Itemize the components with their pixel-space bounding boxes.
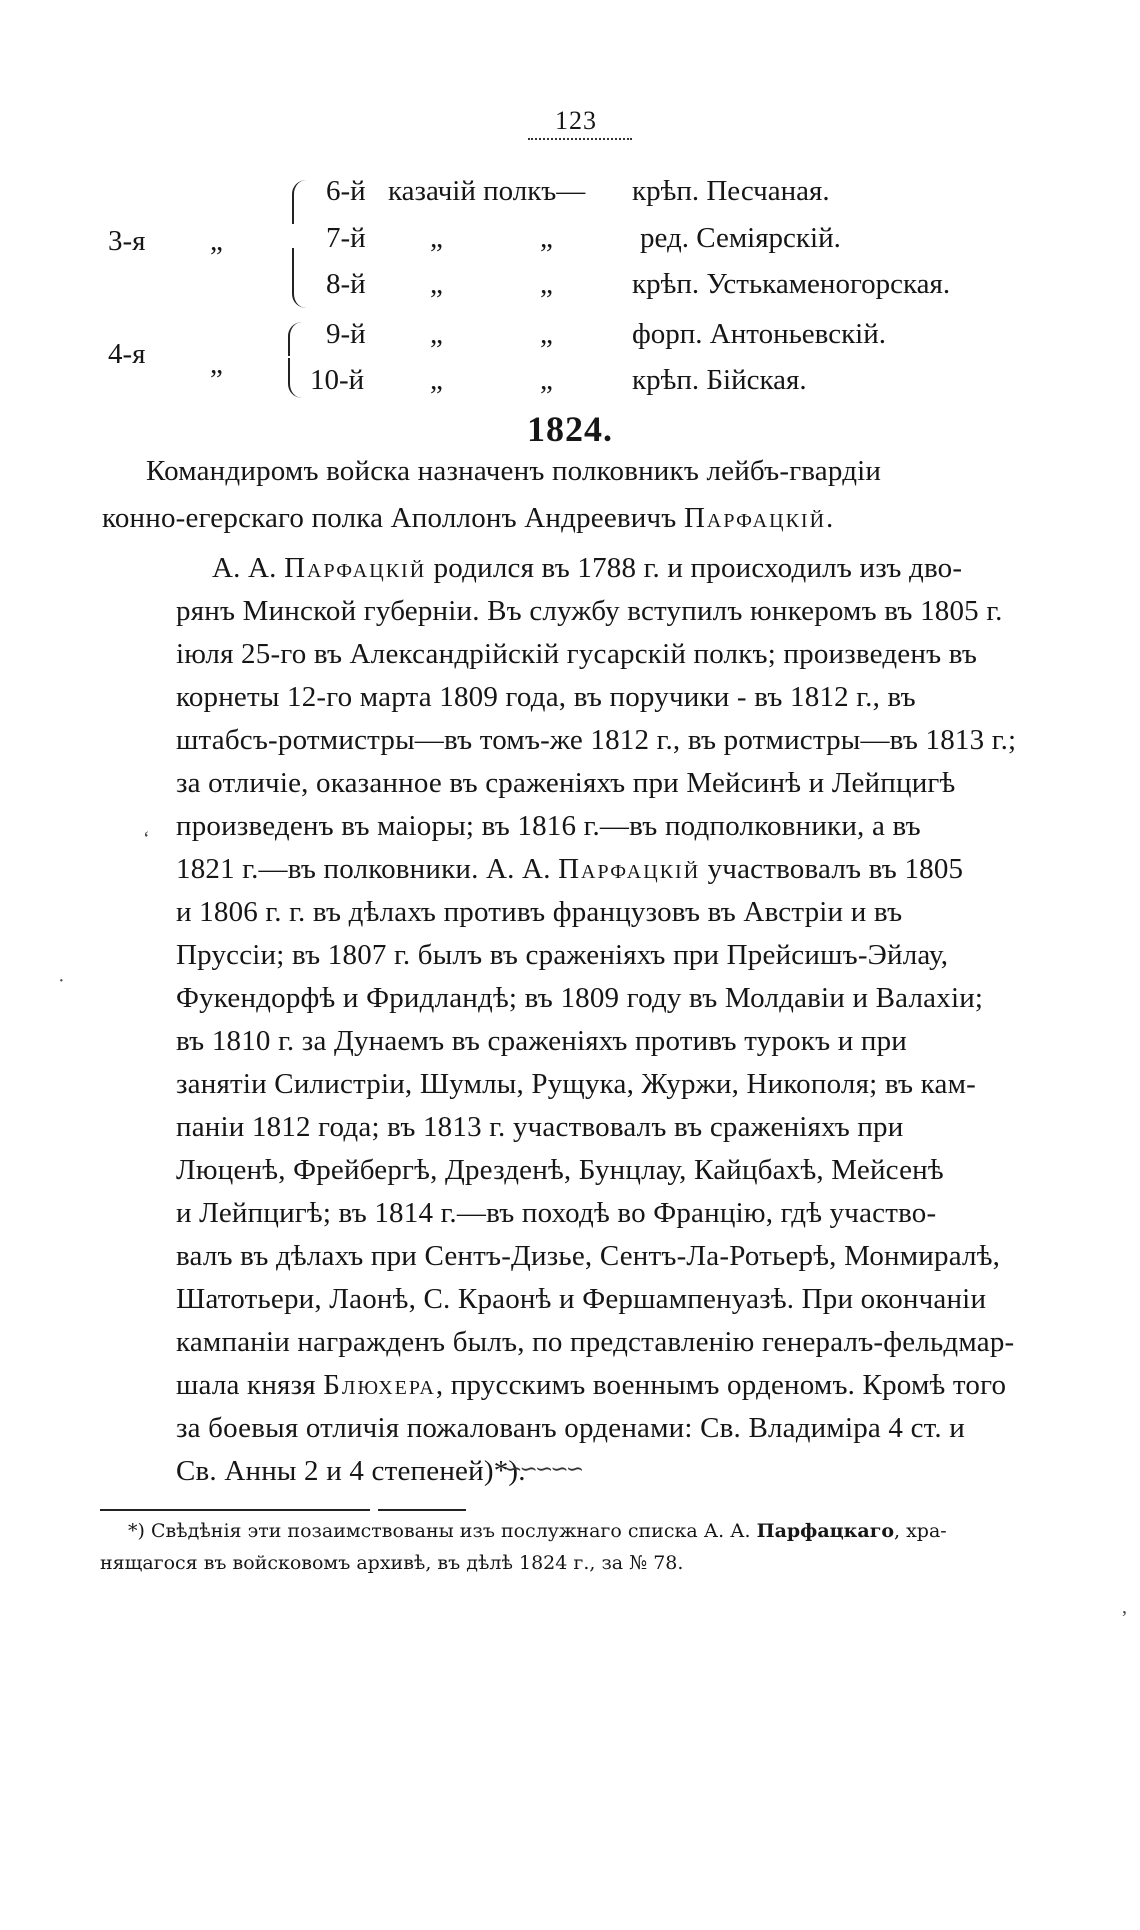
footnote-rule [378, 1509, 466, 1511]
ditto-mark: „ [210, 225, 223, 257]
regiment-number: 9-й [326, 318, 366, 350]
regiment-unit: казачій полкъ— [388, 175, 586, 207]
intro-line [102, 502, 835, 535]
brace-upper [288, 322, 306, 356]
regiment-place: форп. Антоньевскій. [632, 318, 886, 350]
group-label: 4-я [108, 338, 146, 370]
regiment-place: крѣп. Бійская. [632, 364, 807, 396]
regiment-place: крѣп. Песчаная. [632, 175, 830, 207]
body-line: и 1806 г. г. въ дѣлахъ противъ французовъ въ Австріи и въ [176, 896, 903, 928]
body-line: валъ въ дѣлахъ при Сентъ-Дизье, Сентъ-Ла-Ротьерѣ, Монмиралѣ, [176, 1240, 1001, 1272]
body-text: шала князя [176, 1369, 324, 1401]
person-name: Парфацкій [558, 853, 701, 885]
body-line: Св. Анны 2 и 4 степеней)*). [176, 1455, 526, 1487]
closing-ornament: ∽∽∽∽∽ [504, 1456, 582, 1481]
year-heading: 1824. [527, 409, 613, 449]
brace-lower [288, 358, 306, 398]
scan-speck: ‘ [143, 828, 150, 850]
footnote-line [128, 1520, 947, 1542]
footnote-line: нящагося въ войсковомъ архивѣ, въ дѣлѣ 1824 г., за № 78. [100, 1552, 684, 1574]
body-line: за отличіе, оказанное въ сраженіяхъ при Мейсинѣ и Лейпцигѣ [176, 767, 956, 799]
body-line: Фукендорфѣ и Фридландѣ; въ 1809 году въ Молдавіи и Валахіи; [176, 982, 984, 1014]
page-number: 123 [555, 106, 597, 135]
body-text: 1821 г.—въ полковники. А. А. [176, 853, 559, 885]
regiment-number: 8-й [326, 268, 366, 300]
regiment-number: 7-й [326, 222, 366, 254]
regiment-number: 10-й [310, 364, 365, 396]
person-name: Парфацкій. [683, 502, 836, 534]
group-label: 3-я [108, 225, 146, 257]
ditto-mark: „ [430, 222, 443, 254]
body-line: въ 1810 г. за Дунаемъ въ сраженіяхъ противъ турокъ и при [176, 1025, 908, 1057]
body-line: за боевыя отличія пожалованъ орденами: Св. Владиміра 4 ст. и [176, 1412, 965, 1444]
body-line: произведенъ въ маіоры; въ 1816 г.—въ подполковники, а въ [176, 810, 921, 842]
brace-upper [292, 180, 310, 224]
body-line [176, 1369, 1006, 1402]
regiment-place: ред. Семіярскій. [640, 222, 841, 254]
body-line: штабсъ-ротмистры—въ томъ-же 1812 г., въ ротмистры—въ 1813 г.; [176, 724, 1017, 756]
intro-text: конно-егерскаго полка Аполлонъ Андреевичъ [102, 502, 684, 534]
body-line: занятіи Силистріи, Шумлы, Рущука, Журжи, Никополя; въ кам- [176, 1068, 976, 1100]
ditto-mark: „ [540, 268, 553, 300]
regiment-place: крѣп. Устькаменогорская. [632, 268, 951, 300]
body-line [212, 552, 962, 585]
body-text: родился въ 1788 г. и происходилъ изъ дво- [426, 552, 963, 584]
body-text: участвовалъ въ 1805 [700, 853, 964, 885]
ditto-mark: „ [430, 268, 443, 300]
footnote-text: , хра- [894, 1520, 947, 1542]
intro-line: Командиромъ войска назначенъ полковникъ лейбъ-гвардіи [146, 455, 882, 487]
body-line: корнеты 12-го марта 1809 года, въ поручики - въ 1812 г., въ [176, 681, 916, 713]
body-line: паніи 1812 года; въ 1813 г. участвовалъ въ сраженіяхъ при [176, 1111, 904, 1143]
footnote-rule [100, 1509, 370, 1511]
body-text: А. А. [212, 552, 285, 584]
ditto-mark: „ [540, 318, 553, 350]
ditto-mark: „ [430, 364, 443, 396]
ditto-mark: „ [210, 348, 223, 380]
regiment-number: 6-й [326, 175, 366, 207]
body-line: и Лейпцигѣ; въ 1814 г.—въ походѣ во Францію, гдѣ участво- [176, 1197, 937, 1229]
body-line: Пруссіи; въ 1807 г. былъ въ сраженіяхъ при Прейсишъ-Эйлау, [176, 939, 949, 971]
body-text: , прусскимъ военнымъ орденомъ. Кромѣ того [435, 1369, 1007, 1401]
body-line: Шатотьери, Лаонѣ, С. Краонѣ и Фершампенуазѣ. При окончаніи [176, 1283, 987, 1315]
scan-speck: , [1122, 1596, 1127, 1618]
body-line: рянъ Минской губерніи. Въ службу вступилъ юнкеромъ въ 1805 г. [176, 595, 1003, 627]
brace-lower [292, 248, 310, 308]
ditto-mark: „ [430, 318, 443, 350]
body-line: кампаніи награжденъ былъ, по представленію генералъ-фельдмар- [176, 1326, 1015, 1358]
body-line: Люценѣ, Фрейбергѣ, Дрезденѣ, Бунцлау, Кайцбахѣ, Мейсенѣ [176, 1154, 944, 1186]
body-line [176, 853, 963, 886]
ditto-mark: „ [540, 364, 553, 396]
body-line: іюля 25-го въ Александрійскій гусарскій полкъ; произведенъ въ [176, 638, 978, 670]
page-number-rule [528, 138, 632, 140]
ditto-mark: „ [540, 222, 553, 254]
person-name: Парфацкій [284, 552, 427, 584]
person-name: Парфацкаго [756, 1520, 895, 1542]
scan-speck: · [58, 970, 65, 992]
footnote-text: *) Свѣдѣнія эти позаимствованы изъ послужнаго списка А. А. [128, 1520, 757, 1542]
person-name: Блюхера [323, 1369, 436, 1401]
